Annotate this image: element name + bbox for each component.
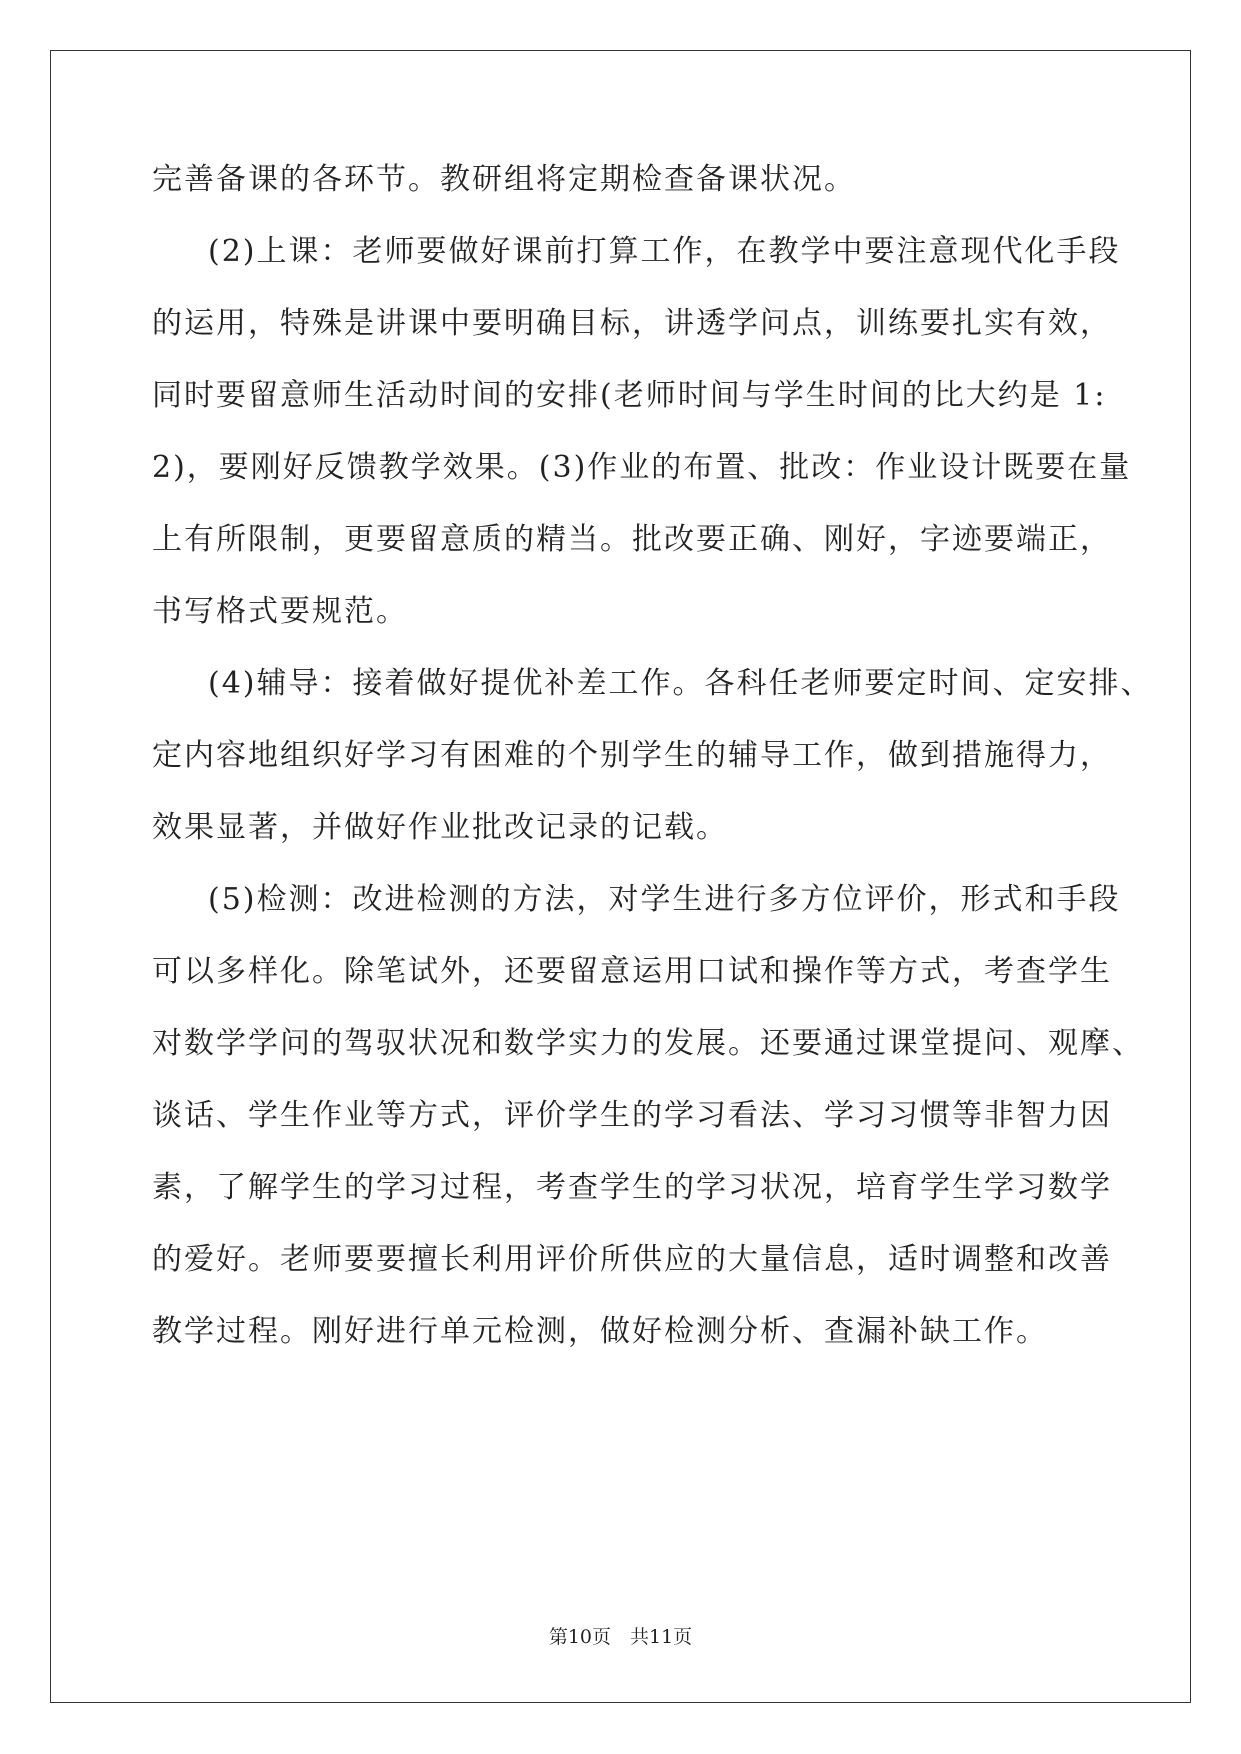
text-line: 同时要留意师生活动时间的安排(老师时间与学生时间的比大约是 1: — [152, 378, 1107, 413]
text-line: 可以多样化。除笔试外，还要留意运用口试和操作等方式，考查学生 — [152, 954, 1112, 989]
text-line: 的爱好。老师要要擅长利用评价所供应的大量信息，适时调整和改善 — [152, 1242, 1112, 1277]
text-line: (2)上课：老师要做好课前打算工作，在教学中要注意现代化手段 — [208, 234, 1121, 269]
text-line: 2)，要刚好反馈教学效果。(3)作业的布置、批改：作业设计既要在量 — [152, 450, 1132, 485]
text-line: 对数学学问的驾驭状况和数学实力的发展。还要通过课堂提问、观摩、 — [152, 1026, 1144, 1061]
text-line: 谈话、学生作业等方式，评价学生的学习看法、学习习惯等非智力因 — [152, 1098, 1112, 1133]
text-line: 效果显著，并做好作业批改记录的记载。 — [152, 810, 728, 845]
text-line: 定内容地组织好学习有困难的个别学生的辅导工作，做到措施得力， — [152, 738, 1112, 773]
text-line: (4)辅导：接着做好提优补差工作。各科任老师要定时间、定安排、 — [208, 666, 1153, 701]
page-border — [50, 50, 1191, 1703]
text-line: 上有所限制，更要留意质的精当。批改要正确、刚好，字迹要端正， — [152, 522, 1112, 557]
text-line: 教学过程。刚好进行单元检测，做好检测分析、查漏补缺工作。 — [152, 1314, 1048, 1349]
text-line: 素，了解学生的学习过程，考查学生的学习状况，培育学生学习数学 — [152, 1170, 1112, 1205]
text-line: 书写格式要规范。 — [152, 594, 408, 629]
page-number-footer: 第10页 共11页 — [548, 1626, 693, 1648]
text-line: 完善备课的各环节。教研组将定期检查备课状况。 — [152, 162, 856, 197]
text-line: (5)检测：改进检测的方法，对学生进行多方位评价，形式和手段 — [208, 882, 1121, 917]
text-line: 的运用，特殊是讲课中要明确目标，讲透学问点，训练要扎实有效， — [152, 306, 1112, 341]
